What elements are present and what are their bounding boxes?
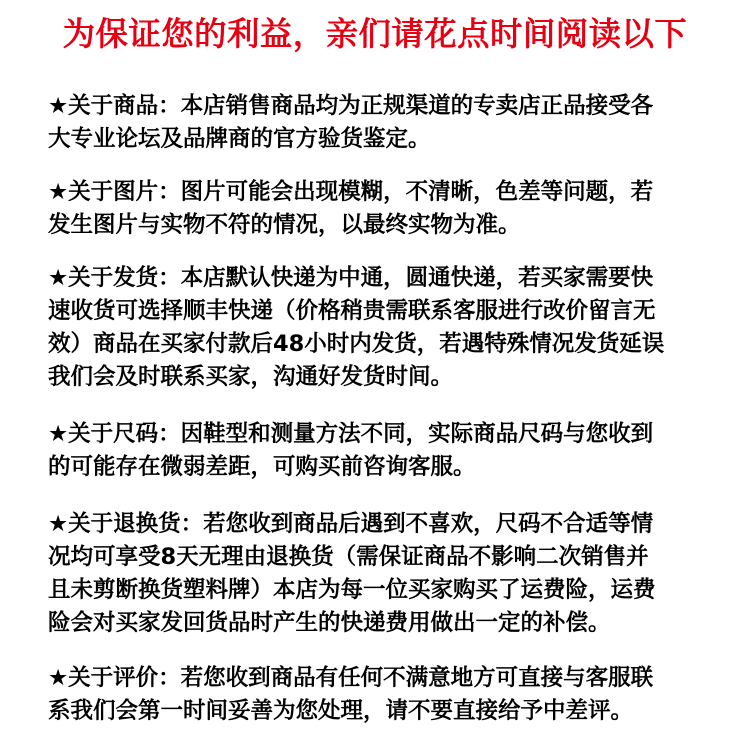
section-size <box>48 418 708 484</box>
text-line: ★关于商品：本店销售商品均为正规渠道的专卖店正品接受各 <box>48 93 654 119</box>
section-shipping <box>48 262 708 394</box>
page-title: 为保证您的利益，亲们请花点时间阅读以下 <box>62 15 688 53</box>
text-line: 大专业论坛及品牌商的官方验货鉴定。 <box>48 126 431 152</box>
text-line: ★关于发货：本店默认快递为中通，圆通快递，若买家需要快 <box>48 265 654 291</box>
text-line: ★关于退换货：若您收到商品后遇到不喜欢，尺码不合适等情 <box>48 511 654 537</box>
text-line: 况均可享受8天无理由退换货（需保证商品不影响二次销售并 <box>48 544 649 570</box>
section-images <box>48 176 708 242</box>
text-line: ★关于评价：若您收到商品有任何不满意地方可直接与客服联 <box>48 665 654 691</box>
text-line: 我们会及时联系买家，沟通好发货时间。 <box>48 364 454 390</box>
text-line: 系我们会第一时间妥善为您处理，请不要直接给予中差评。 <box>48 698 634 724</box>
section-returns <box>48 508 708 640</box>
text-line: ★关于尺码：因鞋型和测量方法不同，实际商品尺码与您收到 <box>48 421 654 447</box>
text-line: 险会对买家发回货品时产生的快递费用做出一定的补偿。 <box>48 610 611 636</box>
text-line: 的可能存在微弱差距，可购买前咨询客服。 <box>48 454 476 480</box>
text-line: 效）商品在买家付款后48小时内发货，若遇特殊情况发货延误 <box>48 331 665 357</box>
text-line: 发生图片与实物不符的情况，以最终实物为准。 <box>48 212 521 238</box>
text-line: 且未剪断换货塑料牌）本店为每一位买家购买了运费险，运费 <box>48 577 656 603</box>
text-line: 速收货可选择顺丰快递（价格稍贵需联系客服进行改价留言无 <box>48 298 656 324</box>
section-product <box>48 90 708 156</box>
text-line: ★关于图片：图片可能会出现模糊，不清晰，色差等问题，若 <box>48 179 654 205</box>
section-reviews <box>48 662 708 728</box>
